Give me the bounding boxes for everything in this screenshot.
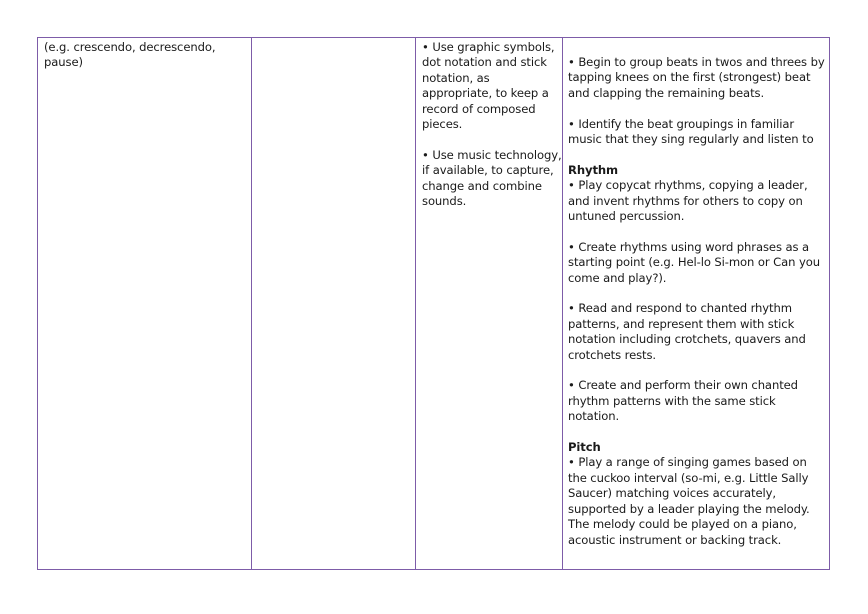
- cell-pulse-rhythm-pitch: [568, 55, 828, 548]
- rhythm-heading: Rhythm: [568, 162, 619, 177]
- column-divider: [251, 38, 252, 569]
- cell-notation: [422, 40, 562, 209]
- notation-item: • Use music technology, if available, to capture, change and combine sounds.: [422, 147, 562, 209]
- rhythm-item: • Read and respond to chanted rhythm patterns, and represent them with stick notation including crotchets, quavers and crotchets rests.: [568, 301, 806, 362]
- curriculum-table: [37, 37, 830, 570]
- beat-item: • Identify the beat groupings in familiar music that they sing regularly and listen to: [568, 116, 814, 147]
- pitch-item: • Play a range of singing games based on the cuckoo interval (so-mi, e.g. Little Sally Saucer) matching voices accurately, supported by a leader playing the melody. The melody could be played on a piano, acoustic instrument or backing track.: [568, 455, 810, 547]
- pitch-heading: Pitch: [568, 440, 601, 455]
- column-divider: [562, 38, 563, 569]
- column-divider: [415, 38, 416, 569]
- rhythm-item: • Play copycat rhythms, copying a leader, and invent rhythms for others to copy on untuned percussion.: [568, 178, 808, 224]
- rhythm-item: • Create rhythms using word phrases as a starting point (e.g. Hel-lo Si-mon or Can you come and play?).: [568, 239, 820, 285]
- notation-item: • Use graphic symbols, dot notation and stick notation, as appropriate, to keep a record of composed pieces.: [422, 40, 555, 132]
- rhythm-item: • Create and perform their own chanted rhythm patterns with the same stick notation.: [568, 378, 798, 424]
- cell-dynamics-examples: [44, 40, 249, 71]
- dynamics-examples-text: (e.g. crescendo, decrescendo, pause): [44, 40, 216, 70]
- beat-item: • Begin to group beats in twos and threes by tapping knees on the first (strongest) beat and clapping the remaining beats.: [568, 55, 825, 100]
